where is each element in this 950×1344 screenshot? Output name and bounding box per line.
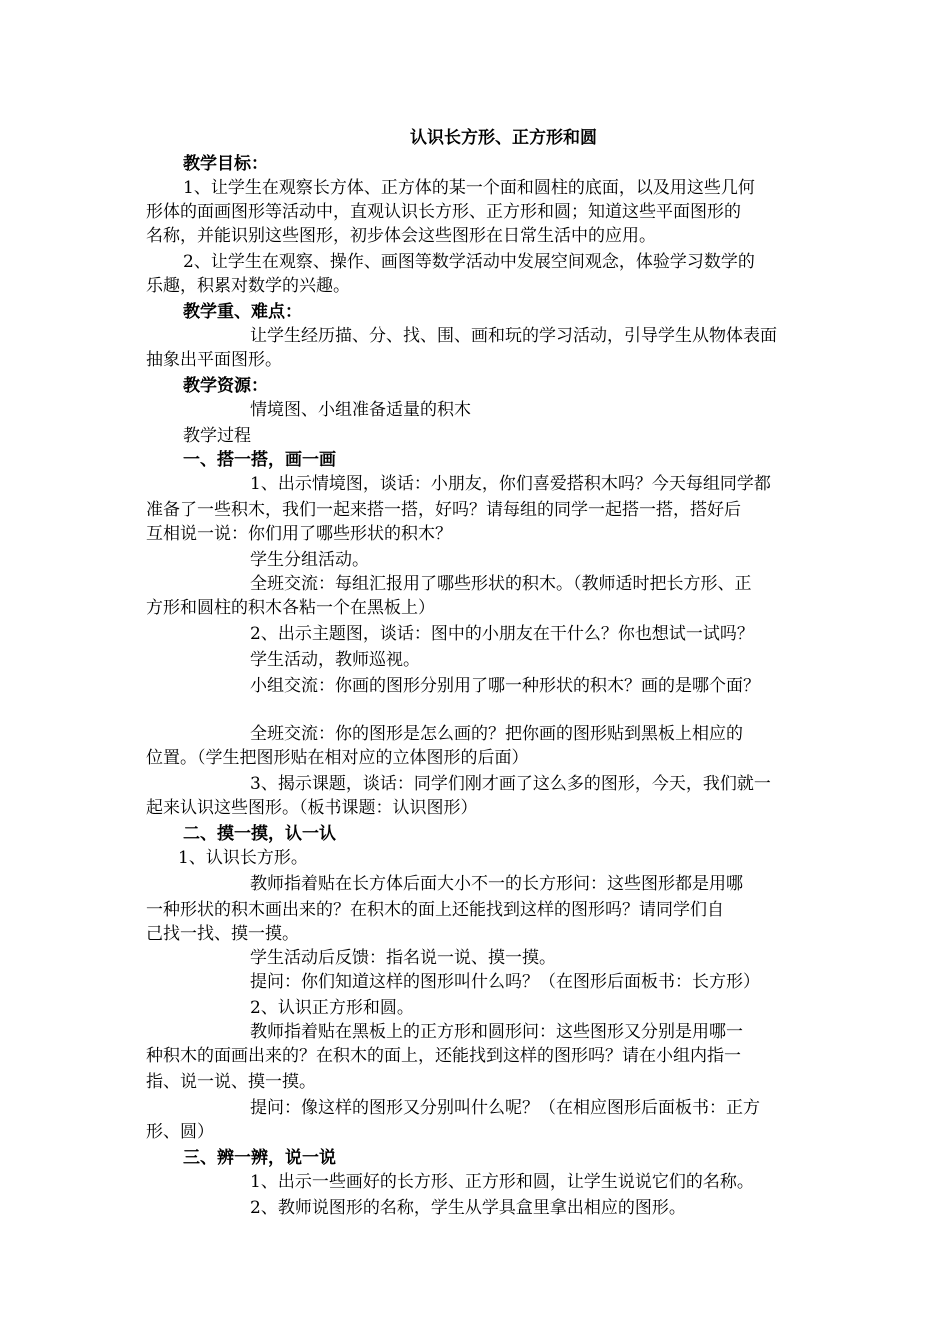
section-heading: 一、搭一搭，画一画 <box>183 450 336 470</box>
body-text-line: 3、揭示课题，谈话：同学们刚才画了这么多的图形，今天，我们就一 <box>250 774 771 794</box>
body-text-line: 位置。（学生把图形贴在相对应的立体图形的后面） <box>146 748 529 768</box>
body-text-line: 小组交流：你画的图形分别用了哪一种形状的积木？画的是哪个面？ <box>250 676 760 696</box>
body-text-line: 全班交流：你的图形是怎么画的？把你画的图形贴到黑板上相应的 <box>250 724 743 744</box>
section-heading: 二、摸一摸，认一认 <box>183 824 336 844</box>
body-text-line: 1、让学生在观察长方体、正方体的某一个面和圆柱的底面，以及用这些几何 <box>183 178 755 198</box>
body-text-line: 2、出示主题图，谈话：图中的小朋友在干什么？你也想试一试吗？ <box>250 624 754 644</box>
body-text-line: 互相说一说：你们用了哪些形状的积木？ <box>146 524 452 544</box>
body-text-line: 乐趣，积累对数学的兴趣。 <box>146 276 350 296</box>
body-text-line: 让学生经历描、分、找、围、画和玩的学习活动，引导学生从物体表面 <box>250 326 777 346</box>
body-text-line: 形体的面画图形等活动中，直观认识长方形、正方形和圆；知道这些平面图形的 <box>146 202 741 222</box>
body-text-line: 教师指着贴在长方体后面大小不一的长方形问：这些图形都是用哪 <box>250 874 743 894</box>
body-text-line: 名称，并能识别这些图形，初步体会这些图形在日常生活中的应用。 <box>146 226 656 246</box>
body-text-line: 学生分组活动。 <box>250 550 369 570</box>
body-text-line: 2、认识正方形和圆。 <box>250 998 414 1018</box>
body-text-line: 教学过程 <box>183 426 251 446</box>
body-text-line: 2、教师说图形的名称，学生从学具盒里拿出相应的图形。 <box>250 1198 686 1218</box>
body-text-line: 方形和圆柱的积木各粘一个在黑板上） <box>146 598 435 618</box>
body-text-line: 己找一找、摸一摸。 <box>146 924 299 944</box>
body-text-line: 1、认识长方形。 <box>178 848 308 868</box>
body-text-line: 一种形状的积木画出来的？在积木的面上还能找到这样的图形吗？请同学们自 <box>146 900 724 920</box>
body-text-line: 提问：你们知道这样的图形叫什么吗？（在图形后面板书：长方形） <box>250 972 760 992</box>
body-text-line: 学生活动，教师巡视。 <box>250 650 420 670</box>
body-text-line: 1、出示情境图，谈话：小朋友，你们喜爱搭积木吗？今天每组同学都 <box>250 474 771 494</box>
body-text-line: 全班交流：每组汇报用了哪些形状的积木。（教师适时把长方形、正 <box>250 574 752 594</box>
body-text-line: 1、出示一些画好的长方形、正方形和圆，让学生说说它们的名称。 <box>250 1172 754 1192</box>
body-text-line: 提问：像这样的图形又分别叫什么呢？（在相应图形后面板书：正方 <box>250 1098 760 1118</box>
body-text-line: 情境图、小组准备适量的积木 <box>250 400 471 420</box>
body-text-line: 2、让学生在观察、操作、画图等数学活动中发展空间观念，体验学习数学的 <box>183 252 755 272</box>
page-title: 认识长方形、正方形和圆 <box>410 128 597 148</box>
body-text-line: 指、说一说、摸一摸。 <box>146 1072 316 1092</box>
section-heading: 教学重、难点： <box>183 302 302 322</box>
body-text-line: 形、圆） <box>146 1122 214 1142</box>
section-heading: 教学资源： <box>183 376 268 396</box>
body-text-line: 种积木的面画出来的？在积木的面上，还能找到这样的图形吗？请在小组内指一 <box>146 1046 741 1066</box>
section-heading: 三、辨一辨，说一说 <box>183 1148 336 1168</box>
body-text-line: 准备了一些积木，我们一起来搭一搭，好吗？请每组的同学一起搭一搭，搭好后 <box>146 500 741 520</box>
body-text-line: 起来认识这些图形。（板书课题：认识图形） <box>146 798 478 818</box>
body-text-line: 学生活动后反馈：指名说一说、摸一摸。 <box>250 948 556 968</box>
body-text-line: 抽象出平面图形。 <box>146 350 282 370</box>
body-text-line: 教师指着贴在黑板上的正方形和圆形问：这些图形又分别是用哪一 <box>250 1022 743 1042</box>
section-heading: 教学目标： <box>183 154 268 174</box>
